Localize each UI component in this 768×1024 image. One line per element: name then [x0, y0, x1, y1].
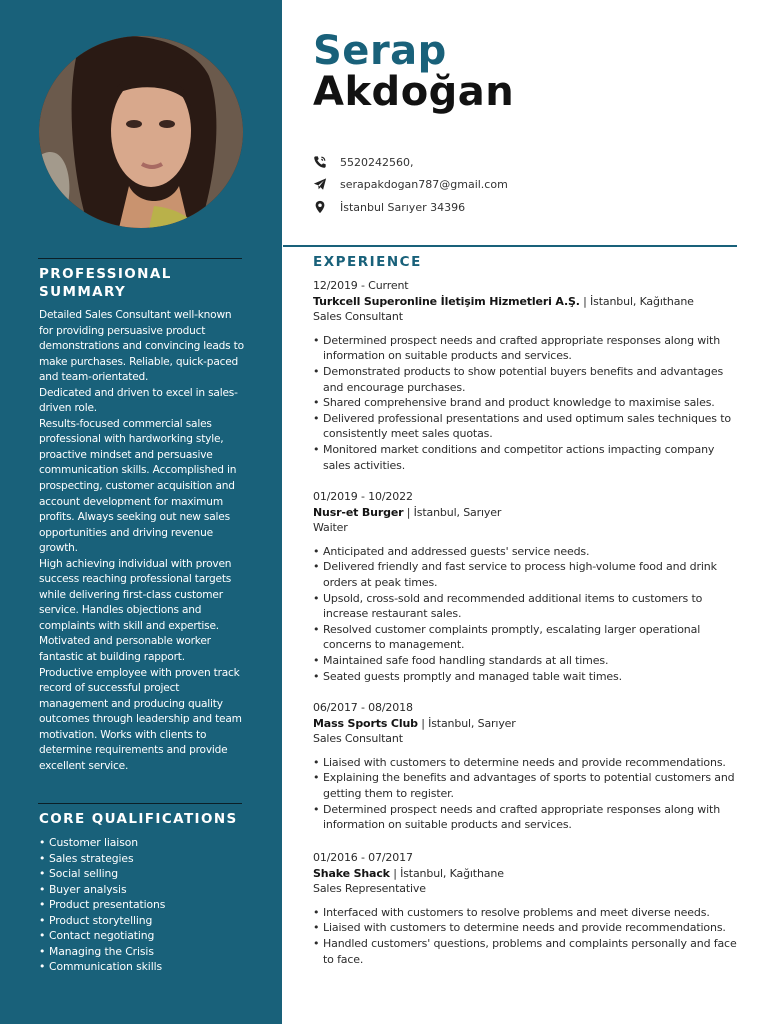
qualifications-heading: CORE QUALIFICATIONS: [39, 811, 238, 827]
first-name: Serap: [313, 28, 447, 74]
job-company: Nusr-et Burger: [313, 505, 404, 519]
job-bullets: [313, 905, 738, 967]
job-bullet: • Liaised with customers to determine needs and provide recommendations.: [313, 755, 738, 771]
job-bullet: • Explaining the benefits and advantages of sports to potential customers and getting them to register.: [313, 770, 738, 801]
job-bullets: [313, 755, 738, 833]
qualification-item: • Managing the Crisis: [39, 944, 244, 960]
job-bullets: [313, 544, 738, 684]
summary-paragraph: High achieving individual with proven success reaching professional targets while delivering first-class customer service. Handles objections and complaints with skill and expertise.: [39, 557, 232, 632]
job-title: Sales Representative: [313, 882, 426, 896]
job-employer-line: [313, 294, 738, 310]
job-location: | İstanbul, Kağıthane: [579, 294, 694, 308]
qualification-item: • Buyer analysis: [39, 882, 244, 898]
job-dates: 01/2016 - 07/2017: [313, 851, 413, 864]
qualification-item: • Product presentations: [39, 897, 244, 913]
job-company: Shake Shack: [313, 866, 390, 880]
job-location: | İstanbul, Kağıthane: [389, 866, 504, 880]
job-location: | İstanbul, Sarıyer: [417, 716, 516, 730]
experience-heading: EXPERIENCE: [313, 254, 422, 270]
address-text: İstanbul Sarıyer 34396: [340, 200, 466, 214]
summary-paragraph: Productive employee with proven track record of successful project management and producing quality outcomes through leadership and team motivation. Works with clients to determine requirements and provide excellent service.: [39, 666, 242, 772]
job-bullet: • Liaised with customers to determine needs and provide recommendations.: [313, 920, 738, 936]
job-bullet: • Shared comprehensive brand and product knowledge to maximise sales.: [313, 395, 738, 411]
job-dates: 01/2019 - 10/2022: [313, 490, 413, 503]
job-dates: 06/2017 - 08/2018: [313, 701, 413, 714]
profile-photo: [39, 36, 243, 228]
job-title: Sales Consultant: [313, 732, 403, 746]
job-bullet: • Delivered friendly and fast service to process high-volume food and drink orders at peak times.: [313, 559, 738, 590]
summary-heading: [39, 265, 249, 301]
job-company: Turkcell Superonline İletişim Hizmetleri A.Ş.: [313, 294, 580, 308]
phone-icon: [313, 155, 327, 169]
summary-heading-line: PROFESSIONAL: [39, 266, 172, 282]
qualification-item: • Product storytelling: [39, 913, 244, 929]
job-bullet: • Resolved customer complaints promptly, escalating larger operational concerns to management.: [313, 622, 738, 653]
job-bullet: • Monitored market conditions and competitor actions impacting company sales activities.: [313, 442, 738, 473]
contact-email: [313, 174, 713, 194]
job-employer-line: [313, 716, 738, 732]
summary-paragraph: Detailed Sales Consultant well-known for providing persuasive product demonstrations and convincing leads to make purchases. Reliable, quick-paced and team-orientated.: [39, 309, 244, 384]
job-bullet: • Anticipated and addressed guests' service needs.: [313, 544, 738, 560]
summary-heading-line: SUMMARY: [39, 284, 127, 300]
job-company: Mass Sports Club: [313, 716, 418, 730]
job-location: | İstanbul, Sarıyer: [403, 505, 502, 519]
summary-paragraph: Results-focused commercial sales professional with hardworking style, proactive mindset and persuasive communication skills. Accomplished in prospecting, customer acquisition and account development for maximum profits. Always seeking out new sales opportunities and driving revenue growth.: [39, 417, 237, 555]
job-bullet: • Delivered professional presentations and used optimum sales techniques to consistently meet sales quotas.: [313, 411, 738, 442]
job-bullets: [313, 333, 738, 473]
job-bullet: • Interfaced with customers to resolve problems and meet diverse needs.: [313, 905, 738, 921]
qualification-item: • Communication skills: [39, 959, 244, 975]
email-text: serapakdogan787@gmail.com: [340, 177, 508, 191]
summary-divider: [38, 258, 242, 259]
job-entry: [313, 489, 738, 684]
job-dates: 12/2019 - Current: [313, 279, 409, 292]
job-title: Sales Consultant: [313, 310, 403, 324]
header-divider: [283, 245, 737, 247]
qualification-item: • Customer liaison: [39, 835, 244, 851]
job-entry: [313, 278, 738, 473]
qualification-item: • Sales strategies: [39, 851, 244, 867]
job-bullet: • Handled customers' questions, problems and complaints personally and face to face.: [313, 936, 738, 967]
job-bullet: • Determined prospect needs and crafted appropriate responses along with information on suitable products and services.: [313, 333, 738, 364]
job-bullet: • Seated guests promptly and managed table wait times.: [313, 669, 738, 685]
phone-text: 5520242560,: [340, 155, 414, 169]
job-bullet: • Upsold, cross-sold and recommended additional items to customers to increase restaurant sales.: [313, 591, 738, 622]
summary-text: [39, 308, 244, 774]
qualifications-list: [39, 835, 244, 975]
sidebar: [0, 0, 282, 1024]
qualification-item: • Contact negotiating: [39, 928, 244, 944]
location-pin-icon: [313, 200, 327, 214]
job-bullet: • Maintained safe food handling standards at all times.: [313, 653, 738, 669]
job-employer-line: [313, 866, 738, 882]
job-title: Waiter: [313, 521, 348, 535]
job-bullet: • Demonstrated products to show potential buyers benefits and advantages and encourage purchases.: [313, 364, 738, 395]
job-bullet: • Determined prospect needs and crafted appropriate responses along with information on suitable products and services.: [313, 802, 738, 833]
summary-paragraph: Motivated and personable worker fantastic at building rapport.: [39, 635, 211, 664]
job-employer-line: [313, 505, 738, 521]
last-name: Akdoğan: [313, 69, 515, 115]
qualification-item: • Social selling: [39, 866, 244, 882]
job-entry: [313, 700, 738, 833]
summary-paragraph: Dedicated and driven to excel in sales-driven role.: [39, 386, 238, 415]
qualifications-divider: [38, 803, 242, 804]
contact-address: [313, 197, 713, 217]
paper-plane-icon: [313, 177, 327, 191]
job-entry: [313, 850, 738, 967]
contact-phone: [313, 152, 713, 172]
